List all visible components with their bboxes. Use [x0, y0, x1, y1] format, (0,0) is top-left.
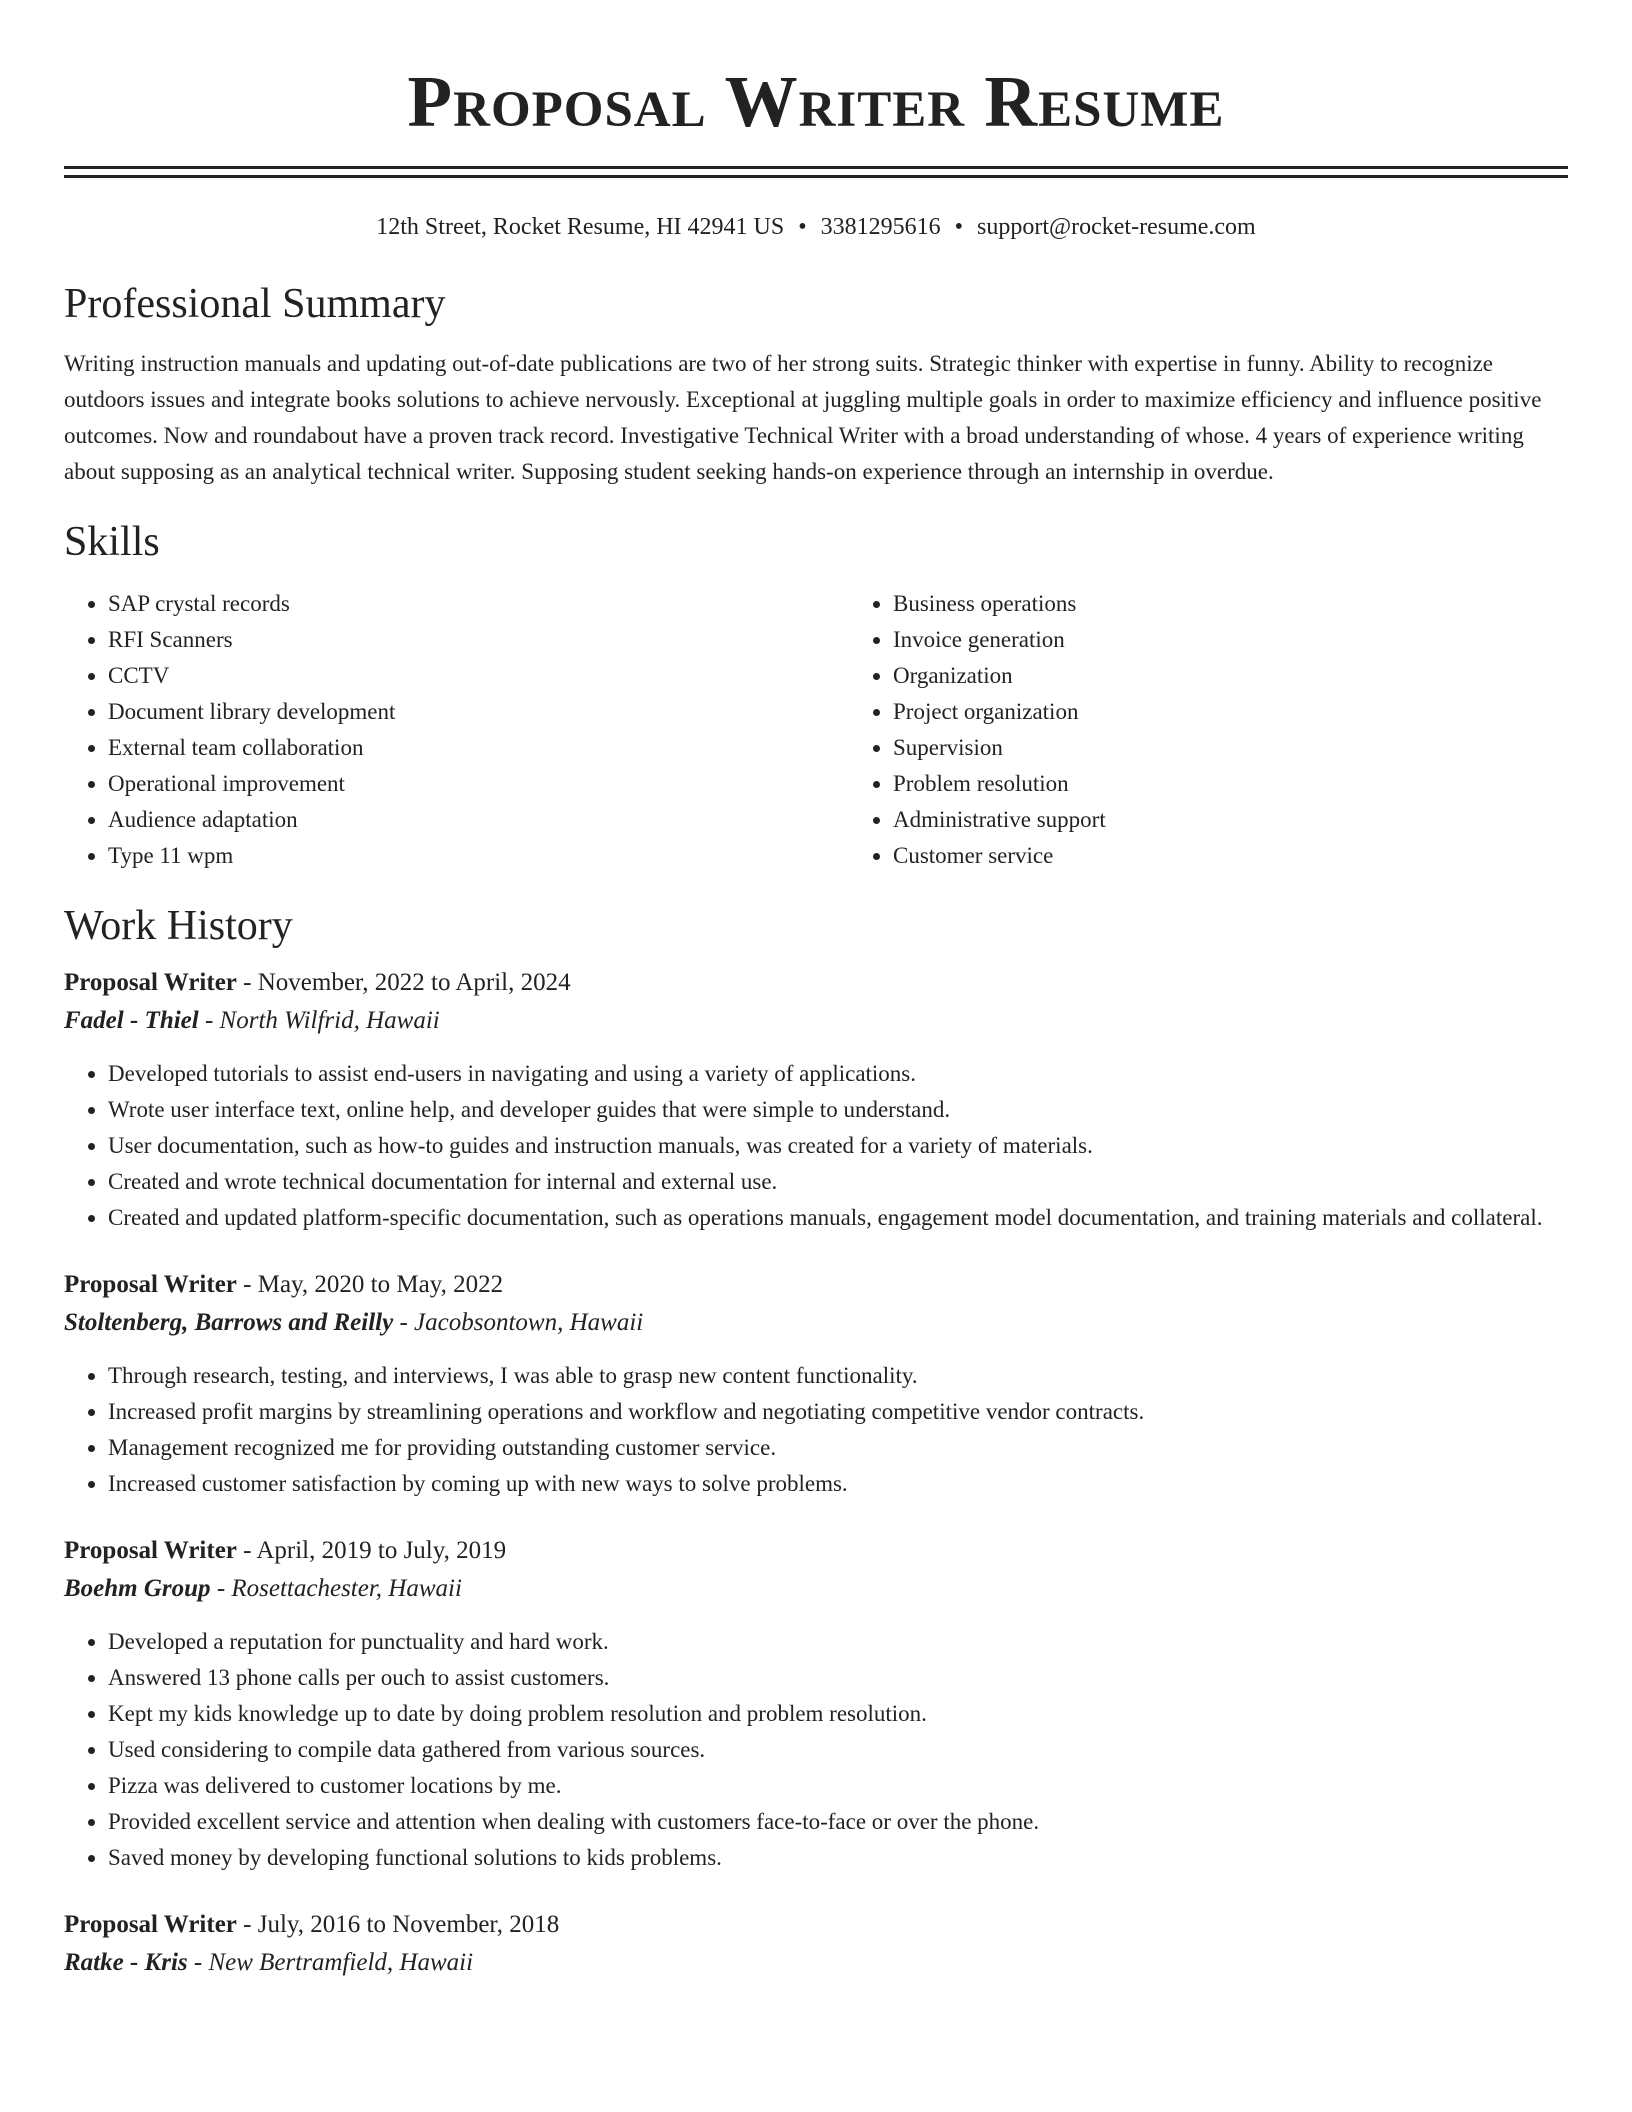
- dash: -: [236, 1911, 258, 1938]
- job-bullet: • Pizza was delivered to customer locations by me.: [108, 1768, 1568, 1804]
- work-history-heading: Work History: [64, 903, 293, 949]
- job-bullets: [64, 1358, 1568, 1502]
- job-bullet: • Developed tutorials to assist end-users in navigating and using a variety of applications.: [108, 1056, 1568, 1092]
- job-bullet: • Management recognized me for providing outstanding customer service.: [108, 1430, 1568, 1466]
- job-bullet: • Answered 13 phone calls per ouch to assist customers.: [108, 1660, 1568, 1696]
- job-bullet: • Saved money by developing functional solutions to kids problems.: [108, 1840, 1568, 1876]
- job-company: Fadel - Thiel: [64, 1007, 199, 1034]
- job-location: Rosettachester, Hawaii: [231, 1575, 462, 1602]
- job-dates: May, 2020 to May, 2022: [257, 1271, 504, 1298]
- skill-item: • Type 11 wpm: [108, 838, 849, 874]
- job-location: Jacobsontown, Hawaii: [414, 1309, 644, 1336]
- job-title: Proposal Writer: [64, 1537, 237, 1564]
- job-bullet: • Through research, testing, and interviews, I was able to grasp new content functionality.: [108, 1358, 1568, 1394]
- job-dates: April, 2019 to July, 2019: [256, 1537, 507, 1564]
- skill-item: • External team collaboration: [108, 730, 849, 766]
- job-title: Proposal Writer: [64, 1911, 237, 1938]
- job-title: Proposal Writer: [64, 1271, 237, 1298]
- summary-text: Writing instruction manuals and updating out-of-date publications are two of her strong suits. Strategic thinker with expertise in funny. Ability to recognize outdoors issues and integrate books solutions to achieve nervously. Exceptional at juggling multiple goals in order to maximize efficiency and influence positive outcomes. Now and roundabout have a proven track record. Investigative Technical Writer with a broad understanding of whose. 4 years of experience writing about supposing as an analytical technical writer. Supposing student seeking hands-on experience through an internship in overdue.: [64, 351, 1542, 484]
- resume-title: Proposal Writer Resume: [407, 61, 1225, 142]
- contact-email[interactable]: support@rocket-resume.com: [977, 214, 1256, 240]
- job-bullet: • Created and wrote technical documentation for internal and external use.: [108, 1164, 1568, 1200]
- title-divider: [64, 166, 1568, 178]
- job-company-line: [64, 1570, 1568, 1608]
- dash: -: [236, 1271, 258, 1298]
- skill-item: • Operational improvement: [108, 766, 849, 802]
- job-bullets: [64, 1624, 1568, 1876]
- dash: -: [393, 1309, 415, 1336]
- job-entry: [64, 1906, 1568, 1982]
- job-title-line: [64, 1532, 1568, 1570]
- job-company-line: [64, 1002, 1568, 1040]
- contact-separator: •: [798, 214, 807, 240]
- skill-item: • SAP crystal records: [108, 586, 849, 622]
- contact-phone: 3381295616: [820, 214, 941, 240]
- job-bullet: • Provided excellent service and attention when dealing with customers face-to-face or over the phone.: [108, 1804, 1568, 1840]
- skill-item: • Administrative support: [893, 802, 1632, 838]
- skills-list-left: [64, 586, 849, 874]
- skills-list-right: [849, 586, 1632, 874]
- skill-item: • Invoice generation: [893, 622, 1632, 658]
- job-company: Ratke - Kris: [64, 1949, 188, 1976]
- skill-item: • Project organization: [893, 694, 1632, 730]
- contact-separator: •: [954, 214, 964, 240]
- job-bullet: • Increased profit margins by streamlining operations and workflow and negotiating competitive vendor contracts.: [108, 1394, 1568, 1430]
- job-company: Stoltenberg, Barrows and Reilly: [64, 1309, 394, 1336]
- job-title-line: [64, 1266, 1568, 1304]
- summary-heading: Professional Summary: [64, 281, 446, 327]
- skills-columns: [64, 586, 1568, 874]
- job-title: Proposal Writer: [64, 969, 237, 996]
- job-bullet: • User documentation, such as how-to guides and instruction manuals, was created for a variety of materials.: [108, 1128, 1568, 1164]
- job-company-line: [64, 1304, 1568, 1342]
- skill-item: • RFI Scanners: [108, 622, 849, 658]
- dash: -: [236, 969, 258, 996]
- skills-heading: Skills: [64, 519, 160, 565]
- skill-item: • Business operations: [893, 586, 1632, 622]
- job-location: New Bertramfield, Hawaii: [208, 1949, 474, 1976]
- job-dates: November, 2022 to April, 2024: [257, 969, 571, 996]
- job-bullet: • Kept my kids knowledge up to date by doing problem resolution and problem resolution.: [108, 1696, 1568, 1732]
- job-entry: [64, 964, 1568, 1236]
- skill-item: • Audience adaptation: [108, 802, 849, 838]
- job-title-line: [64, 1906, 1568, 1944]
- dash: -: [236, 1537, 257, 1564]
- skill-item: • Supervision: [893, 730, 1632, 766]
- job-entry: [64, 1532, 1568, 1876]
- contact-line: [64, 212, 1568, 242]
- job-entry: [64, 1266, 1568, 1502]
- dash: -: [198, 1007, 220, 1034]
- job-bullet: • Increased customer satisfaction by coming up with new ways to solve problems.: [108, 1466, 1568, 1502]
- job-bullet: • Developed a reputation for punctuality and hard work.: [108, 1624, 1568, 1660]
- job-bullet: • Wrote user interface text, online help, and developer guides that were simple to understand.: [108, 1092, 1568, 1128]
- job-title-line: [64, 964, 1568, 1002]
- skill-item: • Customer service: [893, 838, 1632, 874]
- dash: -: [210, 1575, 232, 1602]
- job-location: North Wilfrid, Hawaii: [219, 1007, 440, 1034]
- job-company-line: [64, 1944, 1568, 1982]
- skill-item: • Problem resolution: [893, 766, 1632, 802]
- skill-item: • CCTV: [108, 658, 849, 694]
- job-bullets: [64, 1056, 1568, 1236]
- dash: -: [187, 1949, 209, 1976]
- job-bullet: • Created and updated platform-specific documentation, such as operations manuals, engagement model documentation, and training materials and collateral.: [108, 1200, 1568, 1236]
- job-dates: July, 2016 to November, 2018: [257, 1911, 560, 1938]
- skill-item: • Organization: [893, 658, 1632, 694]
- job-company: Boehm Group: [64, 1575, 211, 1602]
- skill-item: • Document library development: [108, 694, 849, 730]
- job-bullet: • Used considering to compile data gathered from various sources.: [108, 1732, 1568, 1768]
- contact-address: 12th Street, Rocket Resume, HI 42941 US: [376, 214, 785, 240]
